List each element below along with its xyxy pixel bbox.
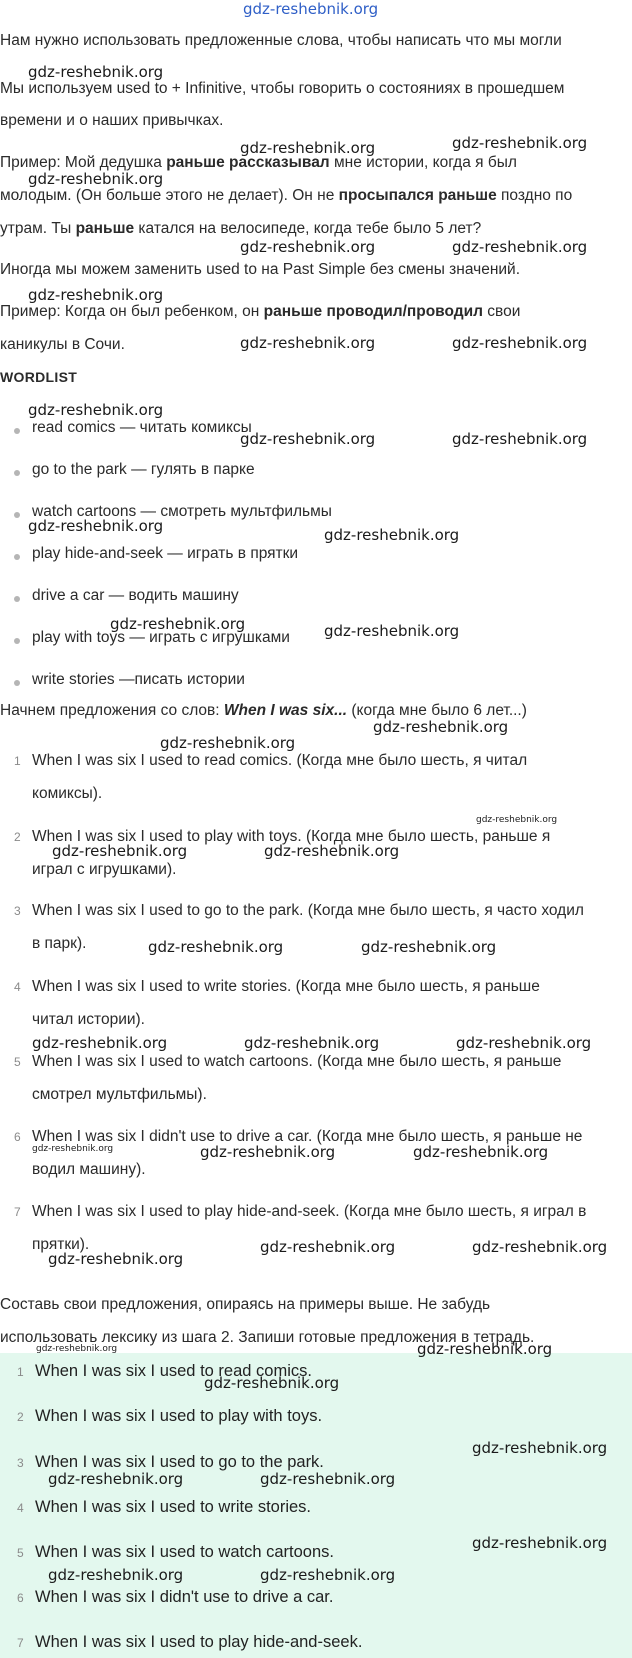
- watermark: gdz-reshebnik.org: [36, 1344, 118, 1354]
- answer-number: 2: [17, 1410, 24, 1424]
- watermark: gdz-reshebnik.org: [373, 718, 509, 736]
- answer-sentence: When I was six I used to watch cartoons.: [35, 1543, 334, 1561]
- intro-line-3: времени и о наших привычках.: [0, 113, 224, 129]
- answer-number: 7: [17, 1636, 24, 1650]
- sentence-line-1: When I was six I used to read comics. (Когда мне было шесть, я читал: [32, 752, 528, 769]
- example-2-line-1: Пример: Когда он был ребенком, он раньше проводил/проводил свои: [0, 304, 521, 320]
- watermark: gdz-reshebnik.org: [48, 1566, 184, 1584]
- bullet-icon: [14, 428, 20, 434]
- wordlist-item: read comics — читать комиксы: [32, 419, 252, 436]
- answer-number: 4: [17, 1501, 24, 1515]
- watermark: gdz-reshebnik.org: [32, 1144, 114, 1154]
- sentence-line-1: When I was six I used to play with toys. (Когда мне было шесть, раньше я: [32, 828, 551, 845]
- sentence-number: 2: [14, 830, 21, 844]
- answer-sentence: When I was six I used to write stories.: [35, 1498, 312, 1516]
- watermark: gdz-reshebnik.org: [472, 1439, 608, 1457]
- watermark: gdz-reshebnik.org: [52, 842, 188, 860]
- watermark: gdz-reshebnik.org: [452, 238, 588, 256]
- sentence-line-1: When I was six I used to go to the park. (Когда мне было шесть, я часто ходил: [32, 902, 584, 919]
- sentence-number: 3: [14, 904, 21, 918]
- replace-note: Иногда мы можем заменить used to на Past Simple без смены значений.: [0, 262, 521, 278]
- example-1-line-3: утрам. Ты раньше катался на велосипеде, когда тебе было 5 лет?: [0, 221, 482, 237]
- watermark: gdz-reshebnik.org: [324, 622, 460, 640]
- sentence-line-2: прятки).: [32, 1236, 90, 1253]
- sentence-line-2: читал истории).: [32, 1011, 145, 1028]
- bullet-icon: [14, 512, 20, 518]
- watermark: gdz-reshebnik.org: [110, 615, 246, 633]
- wordlist-item: go to the park — гулять в парке: [32, 461, 255, 478]
- task-line-2: использовать лексику из шага 2. Запиши готовые предложения в тетрадь.: [0, 1330, 535, 1346]
- sentence-number: 7: [14, 1205, 21, 1219]
- answer-number: 3: [17, 1456, 24, 1470]
- wordlist-item: play with toys — играть с игрушками: [32, 629, 290, 646]
- answer-number: 5: [17, 1546, 24, 1560]
- watermark: gdz-reshebnik.org: [204, 1374, 340, 1392]
- sentence-line-1: When I was six I used to watch cartoons. (Когда мне было шесть, я раньше: [32, 1053, 562, 1070]
- example-1-line-2: молодым. (Он больше этого не делает). Он не просыпался раньше поздно по: [0, 188, 573, 204]
- watermark: gdz-reshebnik.org: [456, 1034, 592, 1052]
- answer-number: 1: [17, 1365, 24, 1379]
- watermark: gdz-reshebnik.org: [452, 430, 588, 448]
- watermark: gdz-reshebnik.org: [472, 1238, 608, 1256]
- watermark: gdz-reshebnik.org: [472, 1534, 608, 1552]
- sentence-number: 4: [14, 980, 21, 994]
- task-line-1: Составь свои предложения, опираясь на примеры выше. Не забудь: [0, 1297, 491, 1313]
- sentence-line-1: When I was six I used to write stories. (Когда мне было шесть, я раньше: [32, 978, 540, 995]
- start-line: Начнем предложения со слов: When I was six... (когда мне было 6 лет...): [0, 703, 527, 719]
- example-1-line-1: Пример: Мой дедушка раньше рассказывал мне истории, когда я был: [0, 155, 517, 171]
- watermark: gdz-reshebnik.org: [417, 1340, 553, 1358]
- sentence-line-2: водил машину).: [32, 1161, 146, 1178]
- watermark: gdz-reshebnik.org: [28, 286, 164, 304]
- bullet-icon: [14, 680, 20, 686]
- watermark: gdz-reshebnik.org: [240, 139, 376, 157]
- answer-sentence: When I was six I used to play hide-and-seek.: [35, 1633, 363, 1651]
- intro-line-1: Нам нужно использовать предложенные слова, чтобы написать что мы могли: [0, 33, 562, 49]
- sentence-line-2: играл с игрушками).: [32, 861, 177, 878]
- sentence-line-1: When I was six I used to play hide-and-seek. (Когда мне было шесть, я играл в: [32, 1203, 587, 1220]
- watermark: gdz-reshebnik.org: [28, 63, 164, 81]
- watermark: gdz-reshebnik.org: [240, 334, 376, 352]
- watermark: gdz-reshebnik.org: [48, 1250, 184, 1268]
- watermark: gdz-reshebnik.org: [48, 1470, 184, 1488]
- sentence-line-2: комиксы).: [32, 785, 103, 802]
- wordlist-item: watch cartoons — смотреть мультфильмы: [32, 503, 332, 520]
- answer-sentence: When I was six I used to read comics.: [35, 1362, 312, 1380]
- wordlist-item: play hide-and-seek — играть в прятки: [32, 545, 299, 562]
- bullet-icon: [14, 596, 20, 602]
- watermark: gdz-reshebnik.org: [452, 134, 588, 152]
- watermark: gdz-reshebnik.org: [240, 238, 376, 256]
- watermark: gdz-reshebnik.org: [361, 938, 497, 956]
- watermark: gdz-reshebnik.org: [32, 1034, 168, 1052]
- sentence-number: 5: [14, 1055, 21, 1069]
- watermark: gdz-reshebnik.org: [243, 0, 379, 18]
- watermark: gdz-reshebnik.org: [264, 842, 400, 860]
- watermark: gdz-reshebnik.org: [148, 938, 284, 956]
- wordlist-heading: WORDLIST: [0, 370, 78, 384]
- answer-sentence: When I was six I used to play with toys.: [35, 1407, 323, 1425]
- watermark: gdz-reshebnik.org: [240, 430, 376, 448]
- watermark: gdz-reshebnik.org: [452, 334, 588, 352]
- wordlist-item: drive a car — водить машину: [32, 587, 239, 604]
- example-2-line-2: каникулы в Сочи.: [0, 337, 125, 353]
- answer-sentence: When I was six I used to go to the park.: [35, 1453, 324, 1471]
- watermark: gdz-reshebnik.org: [160, 734, 296, 752]
- watermark: gdz-reshebnik.org: [28, 517, 164, 535]
- sentence-line-2: смотрел мультфильмы).: [32, 1086, 207, 1103]
- watermark: gdz-reshebnik.org: [200, 1143, 336, 1161]
- sentence-line-2: в парк).: [32, 935, 87, 952]
- bullet-icon: [14, 554, 20, 560]
- watermark: gdz-reshebnik.org: [413, 1143, 549, 1161]
- watermark: gdz-reshebnik.org: [260, 1566, 396, 1584]
- sentence-number: 6: [14, 1130, 21, 1144]
- watermark: gdz-reshebnik.org: [260, 1470, 396, 1488]
- intro-line-2: Мы используем used to + Infinitive, чтобы говорить о состояниях в прошедшем: [0, 81, 565, 97]
- watermark: gdz-reshebnik.org: [260, 1238, 396, 1256]
- bullet-icon: [14, 638, 20, 644]
- answer-sentence: When I was six I didn't use to drive a car.: [35, 1588, 334, 1606]
- sentence-line-1: When I was six I didn't use to drive a car. (Когда мне было шесть, я раньше не: [32, 1128, 583, 1145]
- watermark: gdz-reshebnik.org: [324, 526, 460, 544]
- bullet-icon: [14, 470, 20, 476]
- watermark: gdz-reshebnik.org: [476, 815, 558, 825]
- watermark: gdz-reshebnik.org: [28, 401, 164, 419]
- answer-number: 6: [17, 1591, 24, 1605]
- watermark: gdz-reshebnik.org: [28, 170, 164, 188]
- watermark: gdz-reshebnik.org: [244, 1034, 380, 1052]
- wordlist-item: write stories —писать истории: [32, 671, 245, 688]
- sentence-number: 1: [14, 754, 21, 768]
